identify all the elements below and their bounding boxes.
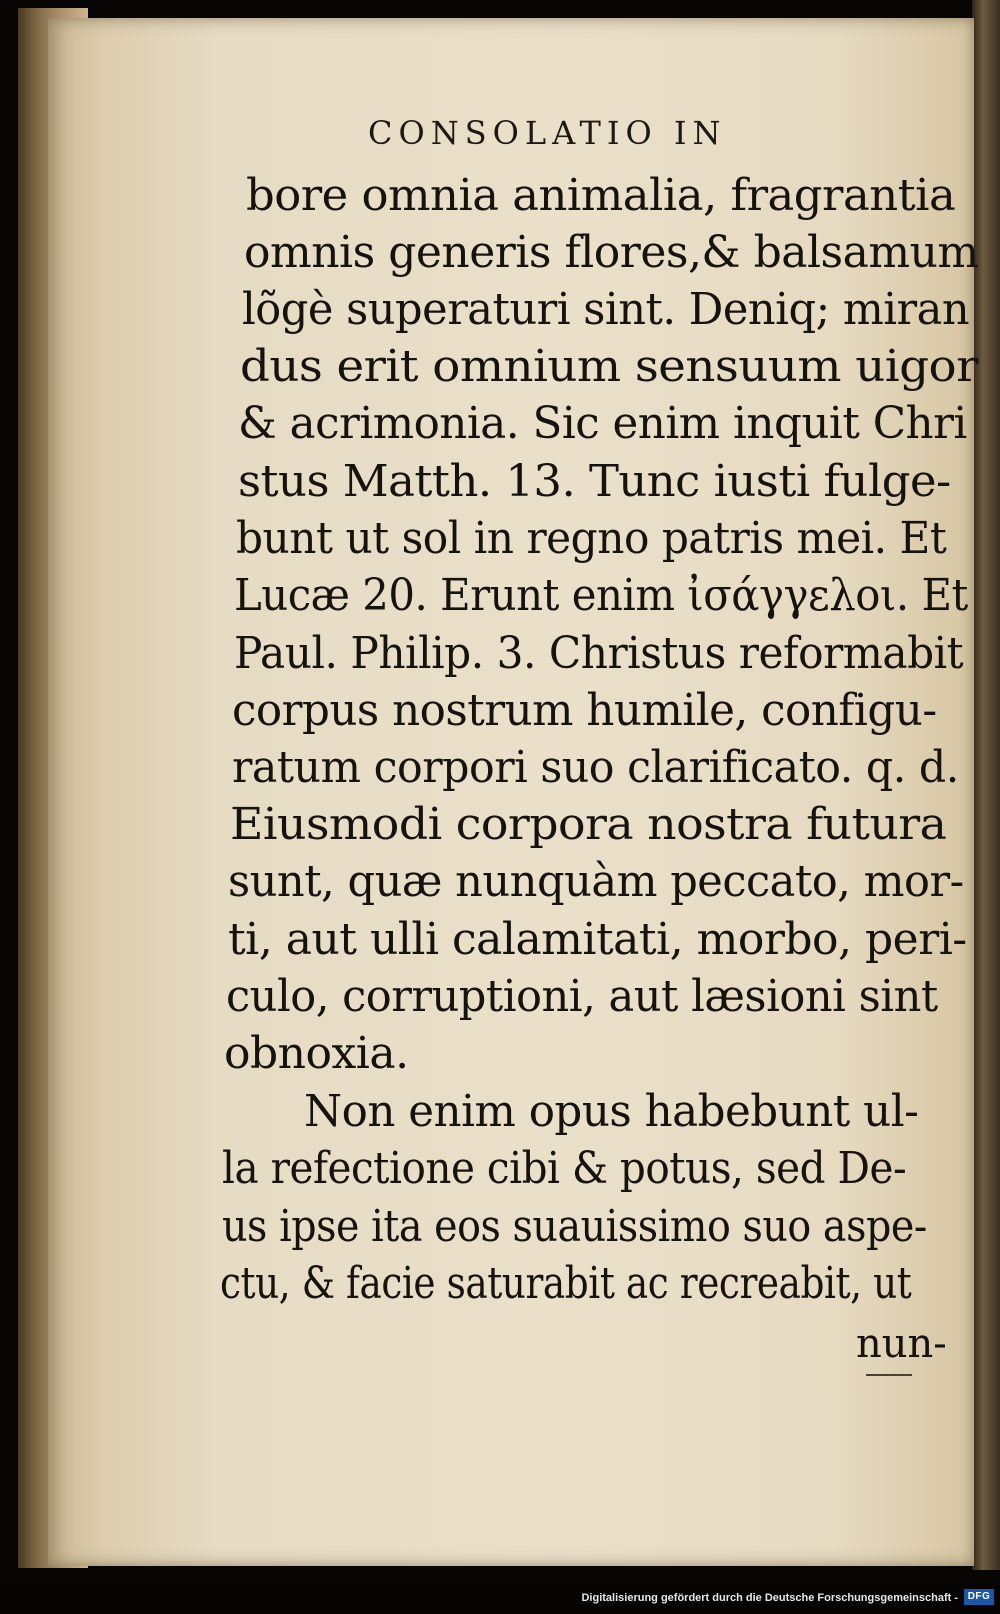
text-line: obnoxia. xyxy=(224,1028,409,1079)
text-line: ctu, & facie saturabit ac recreabit, ut xyxy=(220,1258,912,1309)
text-line: Non enim opus habebunt ul- xyxy=(304,1086,919,1137)
text-line: corpus nostrum humile, configu- xyxy=(232,685,937,736)
catchword: nun- xyxy=(856,1321,947,1367)
catchword-rule xyxy=(866,1374,912,1376)
text-line: Eiusmodi corpora nostra futura xyxy=(230,799,947,850)
text-line: bore omnia animalia, fragrantia xyxy=(246,170,956,221)
text-line: ti, aut ulli calamitati, morbo, peri- xyxy=(228,914,967,965)
text-line: culo, corruptioni, aut læsioni sint xyxy=(226,971,938,1022)
text-line: sunt, quæ nunquàm peccato, mor- xyxy=(228,856,964,907)
text-line: lõgè superaturi sint. Deniq; miran xyxy=(242,284,970,335)
text-line: & acrimonia. Sic enim inquit Chri xyxy=(238,398,967,449)
text-line: us ipse ita eos suauissimo suo aspe- xyxy=(222,1201,927,1252)
footer-credit: Digitalisierung gefördert durch die Deutsche Forschungsgemeinschaft - xyxy=(581,1592,958,1604)
text-line: Paul. Philip. 3. Christus reformabit xyxy=(234,628,964,679)
text-line: ratum corpori suo clarificato. q. d. xyxy=(232,742,959,793)
text-line: Lucæ 20. Erunt enim ἰσάγγελοι. Et xyxy=(234,570,968,621)
text-line: dus erit omnium sensuum uigor xyxy=(240,341,978,392)
text-line: bunt ut sol in regno patris mei. Et xyxy=(236,513,947,564)
text-line: stus Matth. 13. Tunc iusti fulge- xyxy=(238,456,951,507)
page xyxy=(48,18,979,1566)
text-line: omnis generis flores,& balsamum xyxy=(244,227,979,278)
digitization-footer xyxy=(0,1584,1000,1614)
running-head: CONSOLATIO IN xyxy=(368,114,727,152)
dfg-logo-icon: DFG xyxy=(964,1589,994,1605)
text-line: la refectione cibi & potus, sed De- xyxy=(222,1143,907,1194)
page-text xyxy=(48,18,979,1566)
